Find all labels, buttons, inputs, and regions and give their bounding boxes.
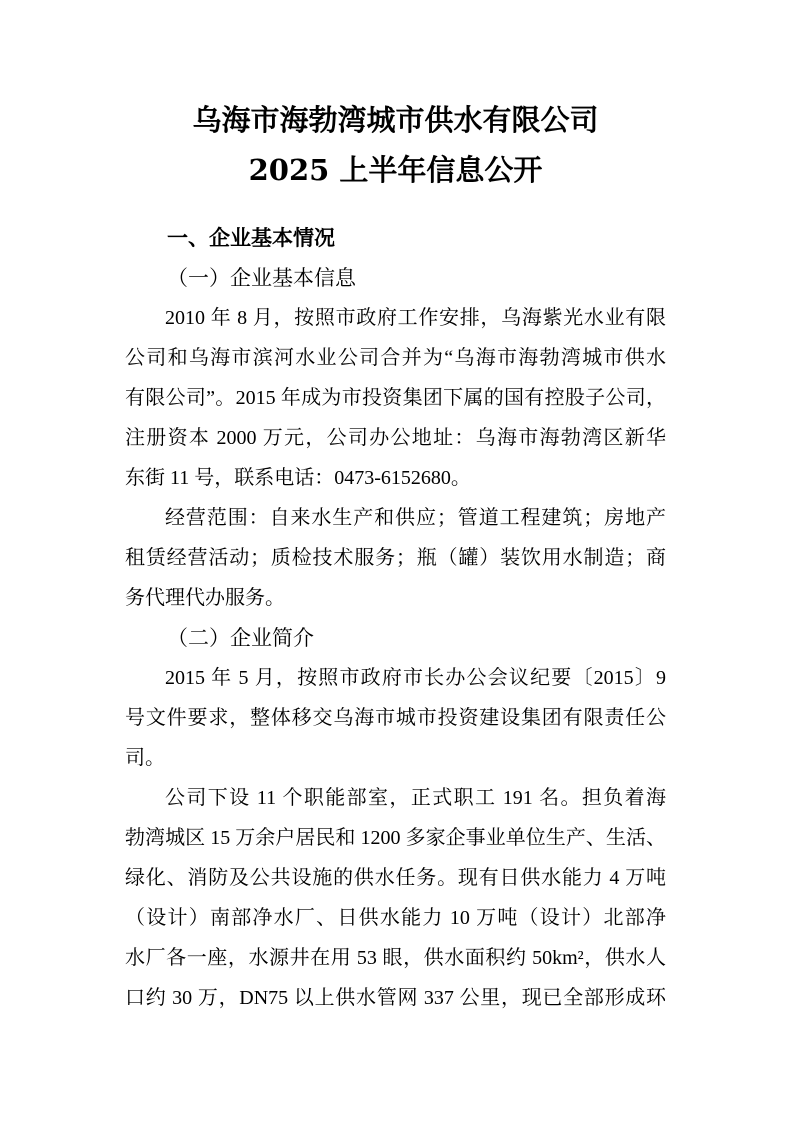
text-line: 经营范围：自来水生产和供应；管道工程建筑；房地产	[165, 507, 666, 529]
text-line: 绿化、消防及公共设施的供水任务。现有日供水能力 4 万吨	[125, 867, 666, 889]
subsection-heading: （二）企业简介	[167, 626, 314, 650]
document-body	[125, 218, 666, 1018]
text-line: 租赁经营活动；质检技术服务；瓶（罐）装饮用水制造；商	[125, 547, 666, 569]
text-line: 司。	[125, 747, 165, 769]
text-line: 有限公司”。2015 年成为市投资集团下属的国有控股子公司，	[125, 387, 666, 409]
text-line: 务代理代办服务。	[125, 587, 285, 609]
document-title-line2: 2025 上半年信息公开	[248, 153, 543, 187]
text-line: 公司下设 11 个职能部室，正式职工 191 名。担负着海	[165, 787, 666, 809]
document-title-line1: 乌海市海勃湾城市供水有限公司	[192, 103, 599, 137]
document-title	[125, 95, 666, 195]
text-line: 东街 11 号，联系电话：0473-6152680。	[125, 467, 471, 489]
text-line: 注册资本 2000 万元，公司办公地址：乌海市海勃湾区新华	[125, 427, 666, 449]
text-line: 勃湾城区 15 万余户居民和 1200 多家企事业单位生产、生活、	[125, 827, 666, 849]
text-line: 口约 30 万，DN75 以上供水管网 337 公里，现已全部形成环	[125, 987, 666, 1009]
text-line: 水厂各一座，水源井在用 53 眼，供水面积约 50km²，供水人	[125, 947, 666, 969]
text-line: 2010 年 8 月，按照市政府工作安排，乌海紫光水业有限	[165, 307, 666, 329]
text-line: 2015 年 5 月，按照市政府市长办公会议纪要〔2015〕9	[165, 667, 666, 689]
text-line: 号文件要求，整体移交乌海市城市投资建设集团有限责任公	[125, 707, 666, 729]
section-heading: 一、企业基本情况	[167, 226, 335, 250]
subsection-heading: （一）企业基本信息	[167, 266, 356, 290]
text-line: （设计）南部净水厂、日供水能力 10 万吨（设计）北部净	[125, 907, 666, 929]
text-line: 公司和乌海市滨河水业公司合并为“乌海市海勃湾城市供水	[125, 347, 666, 369]
